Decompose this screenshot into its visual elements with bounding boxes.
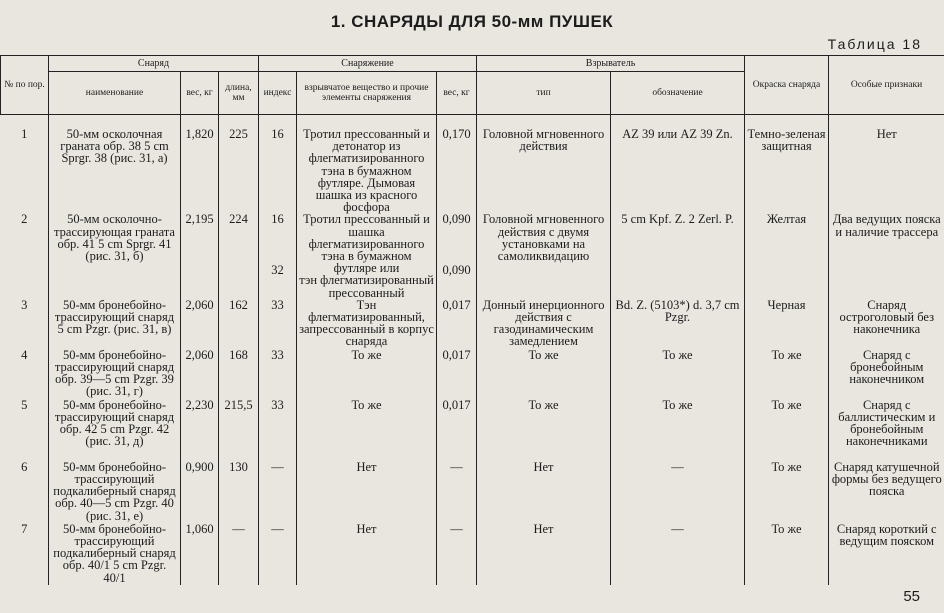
row-filling: Нет — [297, 523, 437, 585]
row-color: Желтая — [745, 213, 829, 298]
row-filling-weight: 0,017 — [437, 349, 477, 399]
row-name: 50-мм бронебойно-трассирующий подкалиберный снаряд обр. 40/1 5 cm Pzgr. 40/1 — [49, 523, 181, 585]
row-features: Два ведущих пояска и наличие трассера — [829, 213, 944, 298]
row-name: 50-мм бронебойно-трассирующий снаряд 5 cm Pzgr. (рис. 31, в) — [49, 299, 181, 349]
shells-table — [0, 55, 944, 585]
row-fuze-designation: — — [611, 461, 745, 523]
row-index-2: 32 — [271, 262, 284, 277]
row-filling-weight: 0,170 — [437, 115, 477, 214]
row-filling-2: тэн флегматизированный прессованный — [299, 273, 434, 300]
page-title: 1. СНАРЯДЫ ДЛЯ 50-мм ПУШЕК — [330, 12, 614, 31]
row-features: Снаряд с бронебойным наконечником — [829, 349, 944, 399]
header-oboznachenie: обозначение — [611, 72, 745, 115]
row-index: 33 — [259, 399, 297, 461]
row-filling: То же — [297, 349, 437, 399]
row-length: 225 — [219, 115, 259, 214]
row-length: 130 — [219, 461, 259, 523]
header-tip: тип — [477, 72, 611, 115]
table-row — [1, 461, 944, 523]
row-fuze-type: Нет — [477, 523, 611, 585]
row-filling-weight-2: 0,090 — [442, 262, 471, 277]
row-name: 50-мм осколочно-трассирующая граната обр. 41 5 cm Sprgr. 41 (рис. 31, б) — [49, 213, 181, 298]
row-features: Нет — [829, 115, 944, 214]
row-filling: Тэн флегматизированный, запрессованный в корпус снаряда — [297, 299, 437, 349]
header-ves2: вес, кг — [437, 72, 477, 115]
row-index: 33 — [259, 299, 297, 349]
row-color: Темно-зеленая защитная — [745, 115, 829, 214]
row-name: 50-мм бронебойно-трассирующий подкалиберный снаряд обр. 40—5 cm Pzgr. 40 (рис. 31, е) — [49, 461, 181, 523]
page-number: 55 — [903, 588, 920, 605]
row-name: 50-мм бронебойно-трассирующий снаряд обр. 42 5 cm Pzgr. 42 (рис. 31, д) — [49, 399, 181, 461]
row-color: То же — [745, 461, 829, 523]
row-index: 16 — [271, 212, 284, 227]
row-length: — — [219, 523, 259, 585]
row-no: 3 — [21, 297, 28, 312]
header-osobye: Особые признаки — [829, 56, 944, 115]
row-weight: 2,230 — [181, 399, 219, 461]
row-name: 50-мм бронебойно-трассирующий снаряд обр. 39—5 cm Pzgr. 39 (рис. 31, г) — [49, 349, 181, 399]
header-naimenovanie: наименование — [49, 72, 181, 115]
row-filling: Тротил прессованный и детонатор из флегматизированного тэна в бумажном футляре. Дымовая шашка из красного фосфора — [297, 115, 437, 214]
row-color: То же — [745, 349, 829, 399]
row-filling: Тротил прессованный и шашка флегматизированного тэна в бумажном футляре или — [303, 212, 430, 276]
row-weight: 1,060 — [181, 523, 219, 585]
row-index: 16 — [259, 115, 297, 214]
header-okraska: Окраска снаряда — [745, 56, 829, 115]
row-features: Снаряд короткий с ведущим пояском — [829, 523, 944, 585]
row-weight: 2,060 — [181, 299, 219, 349]
table-row — [1, 399, 944, 461]
row-no: 7 — [21, 521, 28, 536]
row-fuze-type: Головной мгновенного действия с двумя установками на самоликвидацию — [477, 213, 611, 298]
row-index-cell — [259, 213, 297, 298]
table-row — [1, 213, 944, 298]
row-fuze-designation: То же — [611, 399, 745, 461]
row-features: Снаряд катушечной формы без ведущего пояска — [829, 461, 944, 523]
row-no: 2 — [21, 212, 28, 227]
row-name: 50-мм осколочная граната обр. 38 5 cm Sprgr. 38 (рис. 31, а) — [49, 115, 181, 214]
row-weight: 2,195 — [181, 213, 219, 298]
header-snaryazhenie: Снаряжение — [259, 56, 477, 72]
header-vv: взрывчатое вещество и прочие элементы снаряжения — [297, 72, 437, 115]
row-filling-weight-cell — [437, 213, 477, 298]
table-row — [1, 349, 944, 399]
row-features: Снаряд с баллистическим и бронебойным наконечниками — [829, 399, 944, 461]
row-filling-weight: 0,090 — [442, 212, 471, 227]
table-row — [1, 523, 944, 585]
row-features: Снаряд остроголовый без наконечника — [829, 299, 944, 349]
row-fuze-type: То же — [477, 349, 611, 399]
row-length: 224 — [219, 213, 259, 298]
header-snaryad: Снаряд — [49, 56, 259, 72]
row-fuze-designation: AZ 39 или AZ 39 Zn. — [611, 115, 745, 214]
row-filling-weight: — — [437, 523, 477, 585]
row-filling: Нет — [297, 461, 437, 523]
row-weight: 2,060 — [181, 349, 219, 399]
row-fuze-type: То же — [477, 399, 611, 461]
row-index: 33 — [259, 349, 297, 399]
row-index: — — [259, 523, 297, 585]
row-filling: То же — [297, 399, 437, 461]
header-indeks: индекс — [259, 72, 297, 115]
row-color: То же — [745, 523, 829, 585]
row-fuze-type: Нет — [477, 461, 611, 523]
row-no: 4 — [21, 347, 28, 362]
row-weight: 0,900 — [181, 461, 219, 523]
row-fuze-type: Донный инерционного действия с газодинамическим замедлением — [477, 299, 611, 349]
row-length: 162 — [219, 299, 259, 349]
row-index: — — [259, 461, 297, 523]
row-weight: 1,820 — [181, 115, 219, 214]
row-color: Черная — [745, 299, 829, 349]
row-fuze-designation: Bd. Z. (5103*) d. 3,7 cm Pzgr. — [611, 299, 745, 349]
row-filling-cell — [297, 213, 437, 298]
header-no: № по пор. — [1, 56, 49, 115]
row-filling-weight: 0,017 — [437, 299, 477, 349]
row-length: 215,5 — [219, 399, 259, 461]
table-row — [1, 299, 944, 349]
header-dlina: длина, мм — [219, 72, 259, 115]
header-vzryvatel: Взрыватель — [477, 56, 745, 72]
row-no: 5 — [21, 397, 28, 412]
header-ves: вес, кг — [181, 72, 219, 115]
row-length: 168 — [219, 349, 259, 399]
row-fuze-type: Головной мгновенного действия — [477, 115, 611, 214]
row-no: 1 — [21, 127, 28, 141]
row-fuze-designation: То же — [611, 349, 745, 399]
row-fuze-designation: 5 cm Kpf. Z. 2 Zerl. P. — [611, 213, 745, 298]
row-filling-weight: — — [437, 461, 477, 523]
table-label: Таблица 18 — [827, 36, 922, 52]
row-no: 6 — [21, 459, 28, 474]
table-row — [1, 115, 944, 214]
row-filling-weight: 0,017 — [437, 399, 477, 461]
row-fuze-designation: — — [611, 523, 745, 585]
row-color: То же — [745, 399, 829, 461]
